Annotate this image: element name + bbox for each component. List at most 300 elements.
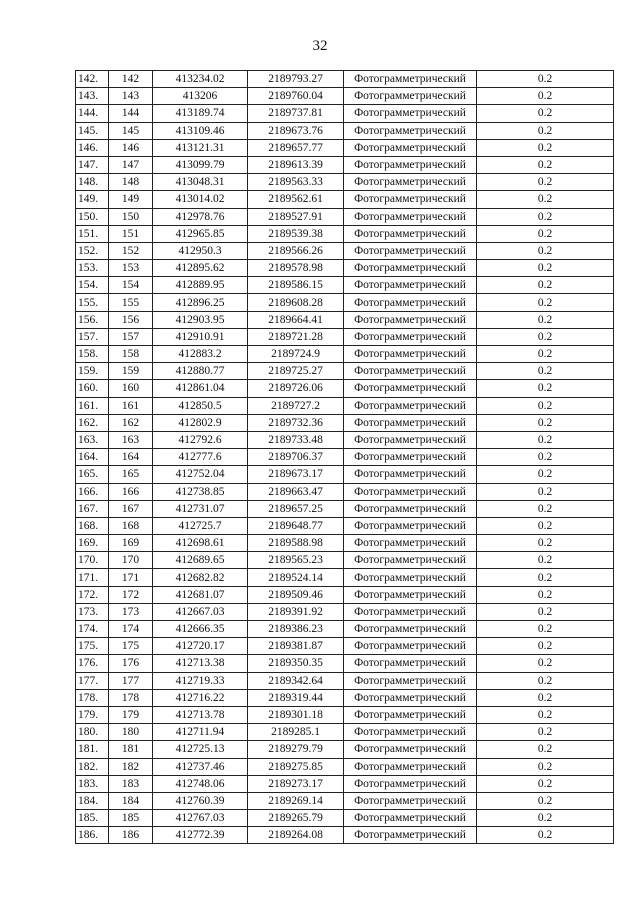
method-cell: Фотограмметрический <box>344 586 477 603</box>
x-coordinate-cell: 413234.02 <box>153 71 248 88</box>
x-coordinate-cell: 412667.03 <box>153 603 248 620</box>
row-index-cell: 153. <box>76 260 109 277</box>
accuracy-cell: 0.2 <box>477 603 614 620</box>
y-coordinate-cell: 2189269.14 <box>248 792 344 809</box>
y-coordinate-cell: 2189721.28 <box>248 328 344 345</box>
point-number-cell: 174 <box>109 621 153 638</box>
table-row <box>76 139 614 156</box>
accuracy-cell: 0.2 <box>477 741 614 758</box>
point-number-cell: 149 <box>109 191 153 208</box>
method-cell: Фотограмметрический <box>344 139 477 156</box>
row-index-cell: 151. <box>76 225 109 242</box>
row-index-cell: 170. <box>76 552 109 569</box>
x-coordinate-cell: 412716.22 <box>153 689 248 706</box>
table-row <box>76 775 614 792</box>
accuracy-cell: 0.2 <box>477 586 614 603</box>
x-coordinate-cell: 412719.33 <box>153 672 248 689</box>
point-number-cell: 152 <box>109 242 153 259</box>
row-index-cell: 163. <box>76 431 109 448</box>
y-coordinate-cell: 2189657.77 <box>248 139 344 156</box>
row-index-cell: 147. <box>76 156 109 173</box>
table-row <box>76 552 614 569</box>
row-index-cell: 162. <box>76 414 109 431</box>
row-index-cell: 156. <box>76 311 109 328</box>
x-coordinate-cell: 413121.31 <box>153 139 248 156</box>
method-cell: Фотограмметрический <box>344 431 477 448</box>
table-row <box>76 328 614 345</box>
accuracy-cell: 0.2 <box>477 346 614 363</box>
method-cell: Фотограмметрический <box>344 621 477 638</box>
table-row <box>76 88 614 105</box>
table-row <box>76 706 614 723</box>
y-coordinate-cell: 2189724.9 <box>248 346 344 363</box>
x-coordinate-cell: 413048.31 <box>153 174 248 191</box>
row-index-cell: 186. <box>76 827 109 844</box>
x-coordinate-cell: 412978.76 <box>153 208 248 225</box>
row-index-cell: 143. <box>76 88 109 105</box>
row-index-cell: 154. <box>76 277 109 294</box>
row-index-cell: 181. <box>76 741 109 758</box>
row-index-cell: 149. <box>76 191 109 208</box>
accuracy-cell: 0.2 <box>477 191 614 208</box>
method-cell: Фотограмметрический <box>344 328 477 345</box>
accuracy-cell: 0.2 <box>477 466 614 483</box>
x-coordinate-cell: 412895.62 <box>153 260 248 277</box>
row-index-cell: 155. <box>76 294 109 311</box>
accuracy-cell: 0.2 <box>477 328 614 345</box>
point-number-cell: 184 <box>109 792 153 809</box>
point-number-cell: 170 <box>109 552 153 569</box>
y-coordinate-cell: 2189391.92 <box>248 603 344 620</box>
point-number-cell: 180 <box>109 724 153 741</box>
method-cell: Фотограмметрический <box>344 741 477 758</box>
accuracy-cell: 0.2 <box>477 122 614 139</box>
accuracy-cell: 0.2 <box>477 449 614 466</box>
row-index-cell: 145. <box>76 122 109 139</box>
table-row <box>76 311 614 328</box>
row-index-cell: 161. <box>76 397 109 414</box>
row-index-cell: 144. <box>76 105 109 122</box>
x-coordinate-cell: 412950.3 <box>153 242 248 259</box>
accuracy-cell: 0.2 <box>477 174 614 191</box>
x-coordinate-cell: 413109.46 <box>153 122 248 139</box>
y-coordinate-cell: 2189381.87 <box>248 638 344 655</box>
x-coordinate-cell: 412777.6 <box>153 449 248 466</box>
point-number-cell: 160 <box>109 380 153 397</box>
accuracy-cell: 0.2 <box>477 483 614 500</box>
table-row <box>76 741 614 758</box>
table-row <box>76 724 614 741</box>
point-number-cell: 155 <box>109 294 153 311</box>
row-index-cell: 179. <box>76 706 109 723</box>
x-coordinate-cell: 412896.25 <box>153 294 248 311</box>
point-number-cell: 171 <box>109 569 153 586</box>
point-number-cell: 150 <box>109 208 153 225</box>
point-number-cell: 173 <box>109 603 153 620</box>
x-coordinate-cell: 412737.46 <box>153 758 248 775</box>
point-number-cell: 165 <box>109 466 153 483</box>
y-coordinate-cell: 2189386.23 <box>248 621 344 638</box>
x-coordinate-cell: 412738.85 <box>153 483 248 500</box>
row-index-cell: 185. <box>76 810 109 827</box>
method-cell: Фотограмметрический <box>344 552 477 569</box>
y-coordinate-cell: 2189760.04 <box>248 88 344 105</box>
point-number-cell: 162 <box>109 414 153 431</box>
accuracy-cell: 0.2 <box>477 552 614 569</box>
accuracy-cell: 0.2 <box>477 810 614 827</box>
method-cell: Фотограмметрический <box>344 758 477 775</box>
y-coordinate-cell: 2189527.91 <box>248 208 344 225</box>
y-coordinate-cell: 2189264.08 <box>248 827 344 844</box>
table-row <box>76 792 614 809</box>
point-number-cell: 144 <box>109 105 153 122</box>
y-coordinate-cell: 2189588.98 <box>248 535 344 552</box>
method-cell: Фотограмметрический <box>344 466 477 483</box>
method-cell: Фотограмметрический <box>344 225 477 242</box>
accuracy-cell: 0.2 <box>477 621 614 638</box>
table-row <box>76 156 614 173</box>
table-row <box>76 758 614 775</box>
point-number-cell: 168 <box>109 517 153 534</box>
method-cell: Фотограмметрический <box>344 242 477 259</box>
method-cell: Фотограмметрический <box>344 483 477 500</box>
y-coordinate-cell: 2189727.2 <box>248 397 344 414</box>
table-row <box>76 466 614 483</box>
y-coordinate-cell: 2189608.28 <box>248 294 344 311</box>
table-row <box>76 174 614 191</box>
y-coordinate-cell: 2189301.18 <box>248 706 344 723</box>
x-coordinate-cell: 412850.5 <box>153 397 248 414</box>
accuracy-cell: 0.2 <box>477 414 614 431</box>
point-number-cell: 156 <box>109 311 153 328</box>
method-cell: Фотограмметрический <box>344 689 477 706</box>
method-cell: Фотограмметрический <box>344 191 477 208</box>
coordinates-table-body <box>76 71 614 844</box>
table-row <box>76 277 614 294</box>
accuracy-cell: 0.2 <box>477 208 614 225</box>
x-coordinate-cell: 412720.17 <box>153 638 248 655</box>
method-cell: Фотограмметрический <box>344 655 477 672</box>
method-cell: Фотограмметрический <box>344 311 477 328</box>
accuracy-cell: 0.2 <box>477 431 614 448</box>
x-coordinate-cell: 412965.85 <box>153 225 248 242</box>
accuracy-cell: 0.2 <box>477 105 614 122</box>
accuracy-cell: 0.2 <box>477 569 614 586</box>
table-row <box>76 810 614 827</box>
table-row <box>76 500 614 517</box>
x-coordinate-cell: 412698.61 <box>153 535 248 552</box>
y-coordinate-cell: 2189732.36 <box>248 414 344 431</box>
row-index-cell: 177. <box>76 672 109 689</box>
row-index-cell: 176. <box>76 655 109 672</box>
y-coordinate-cell: 2189793.27 <box>248 71 344 88</box>
method-cell: Фотограмметрический <box>344 397 477 414</box>
x-coordinate-cell: 412731.07 <box>153 500 248 517</box>
row-index-cell: 165. <box>76 466 109 483</box>
accuracy-cell: 0.2 <box>477 363 614 380</box>
accuracy-cell: 0.2 <box>477 672 614 689</box>
point-number-cell: 148 <box>109 174 153 191</box>
row-index-cell: 183. <box>76 775 109 792</box>
method-cell: Фотограмметрический <box>344 88 477 105</box>
point-number-cell: 181 <box>109 741 153 758</box>
method-cell: Фотограмметрический <box>344 105 477 122</box>
row-index-cell: 142. <box>76 71 109 88</box>
point-number-cell: 175 <box>109 638 153 655</box>
row-index-cell: 172. <box>76 586 109 603</box>
x-coordinate-cell: 412752.04 <box>153 466 248 483</box>
x-coordinate-cell: 412883.2 <box>153 346 248 363</box>
point-number-cell: 164 <box>109 449 153 466</box>
point-number-cell: 178 <box>109 689 153 706</box>
point-number-cell: 161 <box>109 397 153 414</box>
x-coordinate-cell: 412713.38 <box>153 655 248 672</box>
accuracy-cell: 0.2 <box>477 706 614 723</box>
row-index-cell: 182. <box>76 758 109 775</box>
table-row <box>76 672 614 689</box>
y-coordinate-cell: 2189285.1 <box>248 724 344 741</box>
accuracy-cell: 0.2 <box>477 827 614 844</box>
x-coordinate-cell: 412861.04 <box>153 380 248 397</box>
y-coordinate-cell: 2189648.77 <box>248 517 344 534</box>
row-index-cell: 164. <box>76 449 109 466</box>
accuracy-cell: 0.2 <box>477 139 614 156</box>
point-number-cell: 158 <box>109 346 153 363</box>
point-number-cell: 153 <box>109 260 153 277</box>
accuracy-cell: 0.2 <box>477 638 614 655</box>
method-cell: Фотограмметрический <box>344 122 477 139</box>
accuracy-cell: 0.2 <box>477 535 614 552</box>
method-cell: Фотограмметрический <box>344 414 477 431</box>
point-number-cell: 167 <box>109 500 153 517</box>
x-coordinate-cell: 412889.95 <box>153 277 248 294</box>
y-coordinate-cell: 2189562.61 <box>248 191 344 208</box>
accuracy-cell: 0.2 <box>477 260 614 277</box>
accuracy-cell: 0.2 <box>477 242 614 259</box>
point-number-cell: 186 <box>109 827 153 844</box>
row-index-cell: 146. <box>76 139 109 156</box>
accuracy-cell: 0.2 <box>477 724 614 741</box>
table-row <box>76 569 614 586</box>
table-row <box>76 655 614 672</box>
method-cell: Фотограмметрический <box>344 260 477 277</box>
table-row <box>76 603 614 620</box>
table-row <box>76 71 614 88</box>
y-coordinate-cell: 2189657.25 <box>248 500 344 517</box>
table-row <box>76 191 614 208</box>
y-coordinate-cell: 2189265.79 <box>248 810 344 827</box>
y-coordinate-cell: 2189279.79 <box>248 741 344 758</box>
y-coordinate-cell: 2189342.64 <box>248 672 344 689</box>
method-cell: Фотограмметрический <box>344 569 477 586</box>
accuracy-cell: 0.2 <box>477 71 614 88</box>
method-cell: Фотограмметрический <box>344 294 477 311</box>
accuracy-cell: 0.2 <box>477 88 614 105</box>
accuracy-cell: 0.2 <box>477 397 614 414</box>
point-number-cell: 142 <box>109 71 153 88</box>
y-coordinate-cell: 2189563.33 <box>248 174 344 191</box>
accuracy-cell: 0.2 <box>477 277 614 294</box>
row-index-cell: 160. <box>76 380 109 397</box>
point-number-cell: 159 <box>109 363 153 380</box>
y-coordinate-cell: 2189673.17 <box>248 466 344 483</box>
table-row <box>76 517 614 534</box>
method-cell: Фотограмметрический <box>344 363 477 380</box>
method-cell: Фотограмметрический <box>344 672 477 689</box>
y-coordinate-cell: 2189524.14 <box>248 569 344 586</box>
point-number-cell: 179 <box>109 706 153 723</box>
table-row <box>76 449 614 466</box>
accuracy-cell: 0.2 <box>477 517 614 534</box>
table-row <box>76 208 614 225</box>
table-row <box>76 621 614 638</box>
x-coordinate-cell: 412792.6 <box>153 431 248 448</box>
method-cell: Фотограмметрический <box>344 277 477 294</box>
method-cell: Фотограмметрический <box>344 500 477 517</box>
y-coordinate-cell: 2189578.98 <box>248 260 344 277</box>
x-coordinate-cell: 412767.03 <box>153 810 248 827</box>
x-coordinate-cell: 412711.94 <box>153 724 248 741</box>
y-coordinate-cell: 2189613.39 <box>248 156 344 173</box>
row-index-cell: 169. <box>76 535 109 552</box>
y-coordinate-cell: 2189350.35 <box>248 655 344 672</box>
row-index-cell: 150. <box>76 208 109 225</box>
point-number-cell: 163 <box>109 431 153 448</box>
point-number-cell: 183 <box>109 775 153 792</box>
table-row <box>76 397 614 414</box>
x-coordinate-cell: 412802.9 <box>153 414 248 431</box>
method-cell: Фотограмметрический <box>344 156 477 173</box>
table-row <box>76 689 614 706</box>
row-index-cell: 167. <box>76 500 109 517</box>
method-cell: Фотограмметрический <box>344 792 477 809</box>
method-cell: Фотограмметрический <box>344 603 477 620</box>
accuracy-cell: 0.2 <box>477 225 614 242</box>
y-coordinate-cell: 2189566.26 <box>248 242 344 259</box>
x-coordinate-cell: 412725.7 <box>153 517 248 534</box>
y-coordinate-cell: 2189663.47 <box>248 483 344 500</box>
point-number-cell: 185 <box>109 810 153 827</box>
row-index-cell: 157. <box>76 328 109 345</box>
method-cell: Фотограмметрический <box>344 71 477 88</box>
point-number-cell: 154 <box>109 277 153 294</box>
accuracy-cell: 0.2 <box>477 775 614 792</box>
y-coordinate-cell: 2189673.76 <box>248 122 344 139</box>
point-number-cell: 145 <box>109 122 153 139</box>
y-coordinate-cell: 2189706.37 <box>248 449 344 466</box>
coordinates-table <box>75 70 614 844</box>
method-cell: Фотограмметрический <box>344 208 477 225</box>
method-cell: Фотограмметрический <box>344 535 477 552</box>
method-cell: Фотограмметрический <box>344 380 477 397</box>
point-number-cell: 182 <box>109 758 153 775</box>
x-coordinate-cell: 412682.82 <box>153 569 248 586</box>
method-cell: Фотограмметрический <box>344 174 477 191</box>
y-coordinate-cell: 2189273.17 <box>248 775 344 792</box>
table-row <box>76 535 614 552</box>
y-coordinate-cell: 2189509.46 <box>248 586 344 603</box>
x-coordinate-cell: 412681.07 <box>153 586 248 603</box>
x-coordinate-cell: 412880.77 <box>153 363 248 380</box>
table-row <box>76 363 614 380</box>
table-row <box>76 122 614 139</box>
row-index-cell: 159. <box>76 363 109 380</box>
y-coordinate-cell: 2189565.23 <box>248 552 344 569</box>
point-number-cell: 147 <box>109 156 153 173</box>
accuracy-cell: 0.2 <box>477 655 614 672</box>
x-coordinate-cell: 412689.65 <box>153 552 248 569</box>
row-index-cell: 173. <box>76 603 109 620</box>
y-coordinate-cell: 2189664.41 <box>248 311 344 328</box>
y-coordinate-cell: 2189726.06 <box>248 380 344 397</box>
method-cell: Фотограмметрический <box>344 775 477 792</box>
table-row <box>76 242 614 259</box>
y-coordinate-cell: 2189586.15 <box>248 277 344 294</box>
accuracy-cell: 0.2 <box>477 311 614 328</box>
x-coordinate-cell: 412760.39 <box>153 792 248 809</box>
x-coordinate-cell: 413206 <box>153 88 248 105</box>
x-coordinate-cell: 412713.78 <box>153 706 248 723</box>
table-row <box>76 294 614 311</box>
accuracy-cell: 0.2 <box>477 689 614 706</box>
y-coordinate-cell: 2189275.85 <box>248 758 344 775</box>
row-index-cell: 180. <box>76 724 109 741</box>
y-coordinate-cell: 2189737.81 <box>248 105 344 122</box>
y-coordinate-cell: 2189539.38 <box>248 225 344 242</box>
row-index-cell: 178. <box>76 689 109 706</box>
x-coordinate-cell: 412772.39 <box>153 827 248 844</box>
table-row <box>76 225 614 242</box>
x-coordinate-cell: 412725.13 <box>153 741 248 758</box>
method-cell: Фотограмметрический <box>344 517 477 534</box>
point-number-cell: 146 <box>109 139 153 156</box>
y-coordinate-cell: 2189733.48 <box>248 431 344 448</box>
table-row <box>76 260 614 277</box>
row-index-cell: 184. <box>76 792 109 809</box>
x-coordinate-cell: 412910.91 <box>153 328 248 345</box>
row-index-cell: 175. <box>76 638 109 655</box>
accuracy-cell: 0.2 <box>477 380 614 397</box>
point-number-cell: 172 <box>109 586 153 603</box>
row-index-cell: 158. <box>76 346 109 363</box>
x-coordinate-cell: 413099.79 <box>153 156 248 173</box>
row-index-cell: 152. <box>76 242 109 259</box>
x-coordinate-cell: 412748.06 <box>153 775 248 792</box>
method-cell: Фотограмметрический <box>344 449 477 466</box>
point-number-cell: 151 <box>109 225 153 242</box>
y-coordinate-cell: 2189725.27 <box>248 363 344 380</box>
method-cell: Фотограмметрический <box>344 638 477 655</box>
point-number-cell: 169 <box>109 535 153 552</box>
method-cell: Фотограмметрический <box>344 810 477 827</box>
row-index-cell: 166. <box>76 483 109 500</box>
method-cell: Фотограмметрический <box>344 827 477 844</box>
method-cell: Фотограмметрический <box>344 724 477 741</box>
accuracy-cell: 0.2 <box>477 758 614 775</box>
x-coordinate-cell: 413189.74 <box>153 105 248 122</box>
accuracy-cell: 0.2 <box>477 294 614 311</box>
accuracy-cell: 0.2 <box>477 792 614 809</box>
method-cell: Фотограмметрический <box>344 706 477 723</box>
row-index-cell: 174. <box>76 621 109 638</box>
point-number-cell: 177 <box>109 672 153 689</box>
table-row <box>76 483 614 500</box>
table-row <box>76 827 614 844</box>
point-number-cell: 166 <box>109 483 153 500</box>
table-row <box>76 414 614 431</box>
table-row <box>76 346 614 363</box>
x-coordinate-cell: 412666.35 <box>153 621 248 638</box>
